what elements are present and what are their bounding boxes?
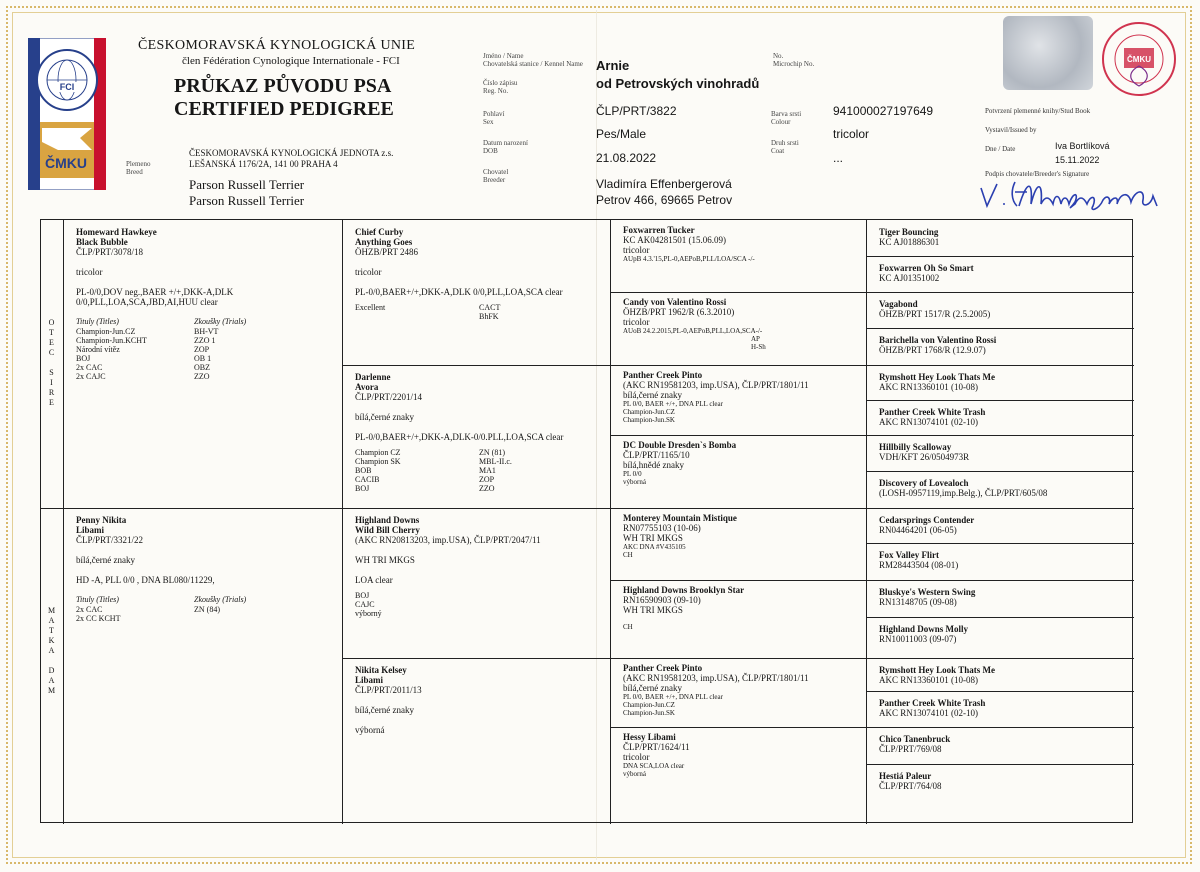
- pedigree-text-line: Rymshott Hey Look Thats Me: [879, 372, 996, 382]
- pedigree-text-line: PL-0/0,DOV neg.,BAER +/+,DKK-A,DLK: [76, 287, 234, 297]
- side-letter: A: [48, 676, 56, 685]
- pedigree-text-line: Champion SK: [355, 457, 401, 466]
- pedigree-text-line: ÖHZB/PRT 1962/R (6.3.2010): [623, 307, 735, 317]
- pedigree-text-line: CH: [623, 551, 633, 559]
- svg-text:ČMKU: ČMKU: [1127, 55, 1151, 64]
- pedigree-text-line: Black Bubble: [76, 237, 128, 247]
- side-letter: R: [48, 388, 56, 397]
- pedigree-text-line: Panther Creek White Trash: [879, 407, 986, 417]
- pedigree-text-line: Candy von Valentino Rossi: [623, 297, 727, 307]
- pedigree-text-line: Foxwarren Tucker: [623, 225, 695, 235]
- pedigree-text-line: ÖHZB/PRT 1768/R (12.9.07): [879, 345, 986, 355]
- gen4-ancestor-cell: [879, 299, 990, 319]
- pedigree-text-line: [76, 565, 246, 575]
- pedigree-text-line: ČLP/PRT/3321/22: [76, 535, 143, 545]
- side-letter: O: [48, 318, 56, 327]
- side-letter: D: [48, 666, 56, 675]
- pedigree-text-line: WH TRI MKGS: [623, 533, 683, 543]
- breeder-name: Vladimíra Effenbergerová: [596, 177, 732, 191]
- pedigree-text-line: ZZO 1: [194, 336, 216, 345]
- pedigree-text-line: Zkoušky (Trials): [194, 595, 247, 604]
- pedigree-text-line: bílá,černé znaky: [623, 390, 682, 400]
- pedigree-text-line: Anything Goes: [355, 237, 413, 247]
- pedigree-text-line: PL-0/0,BAER+/+,DKK-A,DLK 0/0,PLL,LOA,SCA clear: [355, 287, 563, 297]
- pedigree-text-line: 0/0,PLL,LOA,SCA,JBD,AI,HUU clear: [76, 297, 218, 307]
- pedigree-text-line: Tituly (Titles): [76, 595, 119, 604]
- pedigree-text-line: Tiger Bouncing: [879, 227, 939, 237]
- trials-column: [194, 595, 246, 614]
- studbook-confirm-label: Potvrzení plemenné knihy/Stud Book: [985, 107, 1091, 115]
- pedigree-text-line: Vagabond: [879, 299, 918, 309]
- side-letter: T: [49, 328, 55, 337]
- pedigree-text-line: [623, 615, 744, 623]
- gen4-ancestor-cell: [879, 550, 958, 570]
- great-grandparent-cell: [623, 513, 737, 559]
- pedigree-text-line: [355, 257, 563, 267]
- issued-by-value: Iva Bortlíková: [1055, 141, 1110, 151]
- pedigree-text-line: BhFK: [479, 312, 499, 321]
- grandparent-cell: [355, 372, 563, 493]
- pedigree-text-line: Homeward Hawkeye: [76, 227, 157, 237]
- cmku-fci-logo: [28, 38, 106, 190]
- pedigree-text-line: Champion-Jun.KCHT: [76, 336, 147, 345]
- pedigree-text-line: ČLP/PRT/769/08: [879, 744, 942, 754]
- gen4-ancestor-cell: [879, 442, 969, 462]
- pedigree-text-line: [355, 402, 563, 412]
- pedigree-text-line: výborná: [623, 478, 646, 486]
- side-letter: S: [49, 368, 55, 377]
- pedigree-text-line: RN07755103 (10-06): [623, 523, 701, 533]
- pedigree-text-line: Avora: [355, 382, 379, 392]
- date-label: Dne / Date: [985, 145, 1016, 153]
- pedigree-text-line: ZN (81): [479, 448, 505, 457]
- extras-right: [479, 448, 512, 493]
- pedigree-text-line: Champion-Jun.CZ: [623, 408, 675, 416]
- pedigree-text-line: Panther Creek White Trash: [879, 698, 986, 708]
- side-letter: I: [50, 378, 54, 387]
- sire-dam-divider: [41, 508, 1134, 509]
- dog-reg-no: ČLP/PRT/3822: [596, 104, 677, 118]
- pedigree-text-line: Panther Creek Pinto: [623, 663, 703, 673]
- title-en: CERTIFIED PEDIGREE: [174, 98, 394, 120]
- pedigree-text-line: Champion CZ: [355, 448, 401, 457]
- pedigree-text-line: bílá,černé znaky: [355, 705, 414, 715]
- pedigree-text-line: (AKC RN19581203, imp.USA), ČLP/PRT/1801/11: [623, 673, 809, 683]
- breed-label: Plemeno Breed: [126, 160, 151, 176]
- cmku-logo-text: ČMKU: [45, 155, 87, 171]
- dog-dob: 21.08.2022: [596, 151, 657, 165]
- side-letter: E: [49, 338, 55, 347]
- title-cz: PRŮKAZ PŮVODU PSA: [174, 75, 392, 97]
- pedigree-text-line: ČLP/PRT/764/08: [879, 781, 942, 791]
- gen4-ancestor-cell: [879, 372, 995, 392]
- row-divider: [866, 764, 1134, 765]
- pedigree-text-line: AKC RN13360101 (10-08): [879, 675, 978, 685]
- dog-sex: Pes/Male: [596, 127, 647, 141]
- grandparent-cell: [355, 515, 541, 618]
- pedigree-text-line: BOJ: [76, 354, 91, 363]
- dog-chip: 941000027197649: [833, 104, 934, 118]
- pedigree-text-line: Rymshott Hey Look Thats Me: [879, 665, 996, 675]
- column-divider: [342, 220, 343, 824]
- pedigree-text-line: VDH/KFT 26/0504973R: [879, 452, 970, 462]
- gen4-ancestor-cell: [879, 624, 968, 644]
- pedigree-text-line: ÖHZB/PRT 2486: [355, 247, 419, 257]
- pedigree-text-line: RN13148705 (09-08): [879, 597, 957, 607]
- column-divider: [63, 220, 64, 824]
- pedigree-text-line: AP: [751, 335, 760, 343]
- pedigree-text-line: Libami: [76, 525, 105, 535]
- gen4-ancestor-cell: [879, 665, 995, 685]
- pedigree-text-line: AKC DNA #V435105: [623, 543, 686, 551]
- gen4-ancestor-cell: [879, 771, 941, 791]
- pedigree-text-line: Chief Curby: [355, 227, 404, 237]
- row-divider: [610, 292, 1134, 293]
- dam-parent-cell: [76, 515, 246, 623]
- pedigree-text-line: AKC RN13074101 (02-10): [879, 708, 978, 718]
- great-grandparent-cell: [623, 440, 736, 486]
- row-divider: [610, 435, 1134, 436]
- pedigree-text-line: ČLP/PRT/2201/14: [355, 392, 422, 402]
- pedigree-text-line: WH TRI MKGS: [623, 605, 683, 615]
- pedigree-text-line: [76, 545, 246, 555]
- dog-name: Arnie: [596, 58, 630, 73]
- pedigree-text-line: OB 1: [194, 354, 212, 363]
- pedigree-text-line: Highland Downs Brooklyn Star: [623, 585, 745, 595]
- pedigree-text-line: Champion-Jun.SK: [623, 709, 675, 717]
- pedigree-text-line: bílá,černé znaky: [623, 683, 682, 693]
- extras-left: [355, 591, 479, 618]
- pedigree-text-line: Darlenne: [355, 372, 391, 382]
- pedigree-text-line: Panther Creek Pinto: [623, 370, 703, 380]
- side-letter: A: [48, 646, 56, 655]
- pedigree-text-line: WH TRI MKGS: [355, 555, 415, 565]
- great-grandparent-cell: [623, 732, 690, 778]
- pedigree-text-line: Zkoušky (Trials): [194, 317, 247, 326]
- pedigree-text-line: BH-VT: [194, 327, 219, 336]
- great-grandparent-cell: [623, 370, 809, 424]
- side-letter: T: [49, 626, 55, 635]
- titles-column: [76, 595, 194, 623]
- pedigree-text-line: Nikita Kelsey: [355, 665, 407, 675]
- pedigree-text-line: LOA clear: [355, 575, 393, 585]
- grandparent-cell: [355, 227, 563, 321]
- pedigree-text-line: KC AK04281501 (15.06.09): [623, 235, 726, 245]
- pedigree-text-line: DC Double Dresden`s Bomba: [623, 440, 737, 450]
- side-letter: M: [47, 686, 57, 695]
- hologram-seal: [1003, 16, 1093, 90]
- pedigree-text-line: RN16590903 (09-10): [623, 595, 701, 605]
- pedigree-text-line: Hestiá Paleur: [879, 771, 932, 781]
- gen4-ancestor-cell: [879, 734, 950, 754]
- pedigree-text-line: MA1: [479, 466, 496, 475]
- pedigree-text-line: bílá,černé znaky: [76, 555, 135, 565]
- gen4-ancestor-cell: [879, 698, 985, 718]
- fci-logo-text: FCI: [59, 82, 75, 92]
- pedigree-text-line: Bluskye's Western Swing: [879, 587, 976, 597]
- row-divider: [866, 691, 1134, 692]
- pedigree-text-line: CAJC: [355, 600, 375, 609]
- pedigree-text-line: Fox Valley Flirt: [879, 550, 939, 560]
- row-divider: [866, 256, 1134, 257]
- club-name: ČESKOMORAVSKÁ KYNOLOGICKÁ JEDNOTA z.s.: [189, 148, 394, 158]
- side-letter: A: [48, 616, 56, 625]
- reg-label: Číslo zápisu Reg. No.: [483, 79, 518, 95]
- pedigree-text-line: tricolor: [623, 752, 650, 762]
- side-letter: E: [49, 398, 55, 407]
- club-address: LEŠANSKÁ 1176/2A, 141 00 PRAHA 4: [189, 159, 338, 169]
- grandparent-extras: [355, 591, 541, 618]
- pedigree-text-line: bílá,černé znaky: [355, 412, 414, 422]
- pedigree-text-line: RN04464201 (06-05): [879, 525, 957, 535]
- row-divider: [610, 580, 1134, 581]
- sire-titles-trials: [76, 317, 246, 381]
- sex-label: Pohlaví Sex: [483, 110, 505, 126]
- issue-date-value: 15.11.2022: [1055, 155, 1100, 165]
- pedigree-text-line: ÖHZB/PRT 1517/R (2.5.2005): [879, 309, 991, 319]
- pedigree-text-line: tricolor: [623, 245, 650, 255]
- extras-left: [355, 448, 479, 493]
- pedigree-text-line: HD -A, PLL 0/0 , DNA BL080/11229,: [76, 575, 215, 585]
- pedigree-text-line: ZOP: [194, 345, 210, 354]
- pedigree-text-line: H-Sh: [751, 343, 766, 351]
- pedigree-text-line: ZN (84): [194, 605, 220, 614]
- pedigree-text-line: [76, 257, 246, 267]
- great-grandparent-cell: [623, 663, 809, 717]
- pedigree-text-line: [355, 422, 563, 432]
- trials-column: [194, 317, 246, 381]
- org-name: ČESKOMORAVSKÁ KYNOLOGICKÁ UNIE: [138, 38, 416, 53]
- extras-left: [355, 303, 479, 312]
- row-divider: [866, 617, 1134, 618]
- pedigree-text-line: bílá,hnědé znaky: [623, 460, 684, 470]
- dog-colour: tricolor: [833, 127, 870, 141]
- pedigree-text-line: 2x CAC: [76, 363, 103, 372]
- pedigree-table: [40, 219, 1133, 823]
- pedigree-text-line: Penny Nikita: [76, 515, 127, 525]
- pedigree-text-line: Champion-Jun.CZ: [623, 701, 675, 709]
- pedigree-text-line: AKC RN13360101 (10-08): [879, 382, 978, 392]
- coat-label: Druh srsti Coat: [771, 139, 799, 155]
- row-divider: [866, 471, 1134, 472]
- name-label: Jméno / Name Chovatelská stanice / Kennel Name: [483, 52, 583, 68]
- row-divider: [866, 400, 1134, 401]
- pedigree-text-line: ČLP/PRT/3078/18: [76, 247, 143, 257]
- gen4-ancestor-cell: [879, 263, 974, 283]
- pedigree-text-line: [355, 695, 422, 705]
- breed-en: Parson Russell Terrier: [189, 193, 305, 208]
- pedigree-text-line: Wild Bill Cherry: [355, 525, 420, 535]
- pedigree-text-line: tricolor: [76, 267, 103, 277]
- pedigree-text-line: Hessy Libami: [623, 732, 676, 742]
- pedigree-text-line: KC AJ01351002: [879, 273, 940, 283]
- pedigree-text-line: ZZO: [194, 372, 210, 381]
- pedigree-text-line: (AKC RN20813203, imp.USA), ČLP/PRT/2047/11: [355, 535, 541, 545]
- pedigree-text-line: ČLP/PRT/2011/13: [355, 685, 422, 695]
- pedigree-text-line: [76, 277, 246, 287]
- column-divider: [866, 220, 867, 824]
- pedigree-text-line: BOB: [355, 466, 372, 475]
- colour-label: Barva srsti Colour: [771, 110, 802, 126]
- row-divider: [866, 328, 1134, 329]
- column-divider: [610, 220, 611, 824]
- pedigree-text-line: Národní vítěz: [76, 345, 120, 354]
- pedigree-text-line: 2x CC KCHT: [76, 614, 121, 623]
- great-grandparent-cell: [623, 297, 766, 351]
- extras-right: [479, 303, 500, 321]
- pedigree-text-line: PL 0/0: [623, 470, 642, 478]
- pedigree-text-line: tricolor: [355, 267, 382, 277]
- pedigree-text-line: CACIB: [355, 475, 380, 484]
- pedigree-text-line: PL 0/0, BAER +/+, DNA PLL clear: [623, 693, 723, 701]
- pedigree-text-line: BOJ: [355, 591, 370, 600]
- pedigree-text-line: Hillbilly Scalloway: [879, 442, 952, 452]
- dam-titles-trials: [76, 595, 246, 623]
- pedigree-text-line: (AKC RN19581203, imp.USA), ČLP/PRT/1801/11: [623, 380, 809, 390]
- great-grandparent-cell: [623, 225, 755, 263]
- pedigree-text-line: [355, 545, 541, 555]
- pedigree-text-line: 2x CAC: [76, 605, 103, 614]
- pedigree-text-line: Discovery of Lovealoch: [879, 478, 969, 488]
- pedigree-text-line: RM28443504 (08-01): [879, 560, 959, 570]
- row-divider: [610, 727, 1134, 728]
- pedigree-text-line: AKC RN13074101 (02-10): [879, 417, 978, 427]
- pedigree-text-line: PL 0/0, BAER +/+, DNA PLL clear: [623, 400, 723, 408]
- pedigree-text-line: RN10011003 (09-07): [879, 634, 957, 644]
- pedigree-text-line: Barichella von Valentino Rossi: [879, 335, 997, 345]
- dob-label: Datum narození DOB: [483, 139, 528, 155]
- pedigree-text-line: výborný: [355, 609, 382, 618]
- pedigree-text-line: AUoB 24.2.2015,PL-0,AEPoB,PLL,LOA,SCA-/-: [623, 327, 763, 335]
- pedigree-text-line: ČLP/PRT/1624/11: [623, 742, 690, 752]
- pedigree-text-line: PL-0/0,BAER+/+,DKK-A,DLK-0/0.PLL,LOA,SCA clear: [355, 432, 564, 442]
- pedigree-text-line: Highland Downs: [355, 515, 420, 525]
- pedigree-text-line: CACT: [479, 303, 501, 312]
- sire-side-label: [42, 318, 62, 408]
- dog-coat: ...: [833, 151, 844, 165]
- grandparent-cell: [355, 665, 422, 735]
- dam-side-label: [42, 606, 62, 696]
- titles-column: [76, 317, 194, 381]
- gen4-ancestor-cell: [879, 227, 939, 247]
- breed-cz: Parson Russell Terrier: [189, 177, 305, 192]
- chip-label: No. Microchip No.: [773, 52, 815, 68]
- row-divider: [342, 365, 1134, 366]
- pedigree-text-line: tricolor: [623, 317, 650, 327]
- pedigree-text-line: BOJ: [355, 484, 370, 493]
- gen4-ancestor-cell: [879, 587, 975, 607]
- issued-by-label: Vystavil/Issued by: [985, 126, 1037, 134]
- pedigree-text-line: Monterey Mountain Mistique: [623, 513, 737, 523]
- pedigree-text-line: ZZO: [479, 484, 495, 493]
- pedigree-text-line: KC AJ01886301: [879, 237, 940, 247]
- grandparent-extras: [355, 448, 563, 493]
- great-grandparent-cell: [623, 585, 744, 631]
- breeder-address: Petrov 466, 69665 Petrov: [596, 193, 733, 207]
- pedigree-text-line: Excellent: [355, 303, 386, 312]
- pedigree-text-line: Tituly (Titles): [76, 317, 119, 326]
- pedigree-text-line: ZOP: [479, 475, 495, 484]
- pedigree-text-line: Foxwarren Oh So Smart: [879, 263, 974, 273]
- pedigree-text-line: Chico Tanenbruck: [879, 734, 951, 744]
- pedigree-text-line: 2x CAJC: [76, 372, 106, 381]
- side-letter: K: [48, 636, 56, 645]
- breeder-label: Chovatel Breeder: [483, 168, 509, 184]
- gen4-ancestor-cell: [879, 478, 1047, 498]
- side-letter: C: [48, 348, 56, 357]
- pedigree-text-line: ČLP/PRT/1165/10: [623, 450, 690, 460]
- pedigree-text-line: (LOSH-0957119,imp.Belg.), ČLP/PRT/605/08: [879, 488, 1048, 498]
- pedigree-text-line: Highland Downs Molly: [879, 624, 969, 634]
- pedigree-text-line: OBZ: [194, 363, 210, 372]
- dog-kennel: od Petrovských vinohradů: [596, 76, 760, 91]
- gen4-ancestor-cell: [879, 335, 996, 355]
- pedigree-text-line: Champion-Jun.SK: [623, 416, 675, 424]
- side-letter: M: [47, 606, 57, 615]
- pedigree-text-line: DNA SCA,LOA clear: [623, 762, 685, 770]
- row-divider: [342, 658, 1134, 659]
- pedigree-text-line: výborná: [355, 725, 385, 735]
- sire-parent-cell: [76, 227, 246, 381]
- pedigree-text-line: CH: [623, 623, 633, 631]
- studbook-stamp: [1100, 20, 1178, 98]
- pedigree-text-line: AUpB 4.3.'15,PL-0,AEPoB,PLL/LOA/SCA -/-: [623, 255, 755, 263]
- pedigree-text-line: [355, 277, 563, 287]
- pedigree-text-line: výborná: [623, 770, 646, 778]
- grandparent-extras: [355, 303, 563, 321]
- fci-membership: člen Fédération Cynologique Internationale - FCI: [182, 55, 400, 67]
- breeder-signature: [975, 170, 1175, 220]
- pedigree-text-line: Libami: [355, 675, 384, 685]
- pedigree-text-line: Champion-Jun.CZ: [76, 327, 136, 336]
- row-divider: [866, 543, 1134, 544]
- gen4-ancestor-cell: [879, 407, 985, 427]
- pedigree-text-line: [355, 715, 422, 725]
- pedigree-text-line: MBL-II.c.: [479, 457, 512, 466]
- breeder-signature-label: Podpis chovatele/Breeder's Signature: [985, 170, 1090, 178]
- pedigree-text-line: Cedarsprings Contender: [879, 515, 975, 525]
- gen4-ancestor-cell: [879, 515, 974, 535]
- pedigree-text-line: [355, 565, 541, 575]
